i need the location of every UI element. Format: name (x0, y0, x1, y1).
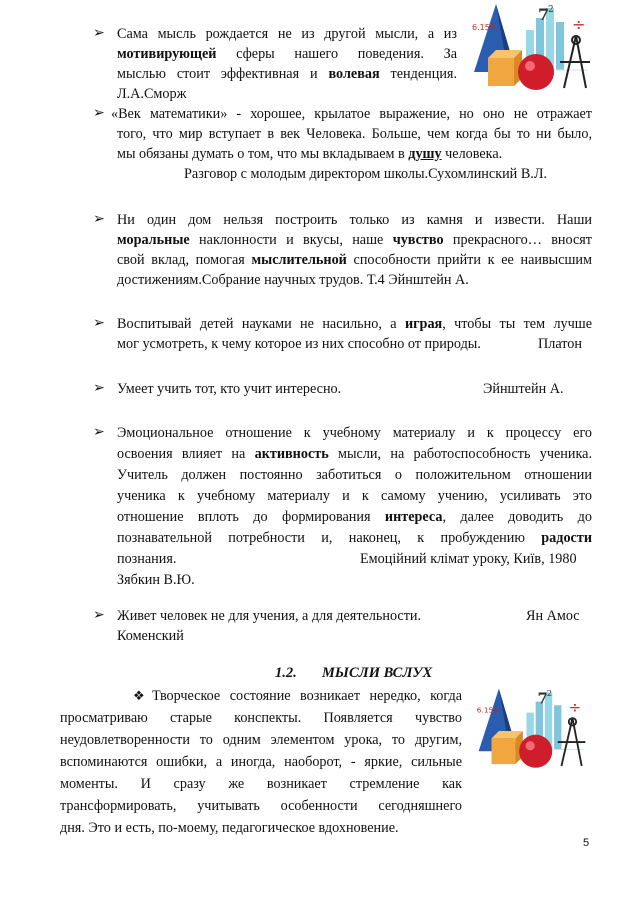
bullet-arrow-icon: ➢ (93, 381, 105, 396)
svg-text:2: 2 (548, 5, 554, 15)
quote-3-line-3: свой вклад, помогая мыслительной способности прийти к ее наивысшим (117, 252, 592, 268)
quote-3-line-4: достижениям.Собрание научных трудов. Т.4 Эйнштейн А. (117, 272, 469, 288)
quote-5-line-1: Умеет учить тот, кто учит интересно. (117, 381, 342, 397)
math-illustration-bottom (473, 685, 591, 777)
section-line-1: Творческое состояние возникает нередко, когда (152, 688, 462, 704)
section-title: МЫСЛИ ВСЛУХ (322, 665, 433, 681)
svg-text:÷: ÷ (572, 15, 586, 34)
page-number: 5 (583, 837, 590, 849)
quote-1-line-2: мотивирующей сферы нашего поведения. За (117, 46, 457, 62)
quote-5-author: Эйнштейн А. (483, 381, 564, 397)
quote-7-line-1: Живет человек не для учения, а для деятельности. (117, 608, 422, 624)
section-line-2: просматриваю старые конспекты. Появляется чувство (60, 710, 462, 726)
quote-6-line-3: Учитель должен постоянно заботиться о положительном отношении (117, 467, 592, 483)
quote-6-line-5: отношение вплоть до формирования интереса, далее доводить до (117, 509, 592, 525)
quote-6-line-7: познания. (117, 551, 177, 567)
svg-text:÷: ÷ (568, 699, 582, 717)
math-illustration-top (468, 0, 596, 100)
quote-2-line-2: того, что мир вступает в век Человека. Больше, чем когда бы то ни было, (117, 126, 592, 142)
svg-text:7: 7 (537, 690, 548, 708)
section-heading (275, 663, 432, 683)
quote-4-author: Платон (538, 336, 582, 352)
svg-text:7: 7 (538, 5, 550, 24)
image-badge-text: 6.15% (472, 23, 498, 32)
quote-6-source: Емоційний клімат уроку, Київ, 1980 (360, 551, 577, 567)
quote-6-line-2: освоения влияет на активность мысли, на работоспособность ученика. (117, 446, 592, 462)
quote-1-line-4: Л.А.Сморж (117, 86, 187, 102)
image-badge-text: 6.15% (476, 705, 501, 715)
bullet-arrow-icon: ➢ (93, 26, 105, 41)
quote-6-line-4: ученика к учебному материалу и к самому учению, усиливать это (117, 488, 592, 504)
quote-4-line-1: Воспитывай детей науками не насильно, а играя, чтобы ты тем лучше (117, 316, 592, 332)
quote-6-line-1: Эмоциональное отношение к учебному материалу и к процессу его (117, 425, 592, 441)
section-line-6: трансформировать, учитывать особенности сегодняшнего (60, 798, 462, 814)
quote-2-line-1: «Век математики» - хорошее, крылатое выражение, но оно не отражает (111, 106, 592, 122)
quote-6-author: Зябкин В.Ю. (117, 572, 195, 588)
geometry-shapes-icon (468, 0, 596, 100)
quote-7-author-part-1: Ян Амос (526, 608, 580, 624)
bullet-arrow-icon: ➢ (93, 106, 105, 121)
quote-6-line-6: познавательной потребности и, наконец, к пробуждению радости (117, 530, 592, 546)
geometry-shapes-icon (473, 685, 591, 777)
bullet-arrow-icon: ➢ (93, 608, 105, 623)
quote-1-line-1: Сама мысль рождается не из другой мысли, а из (117, 26, 457, 42)
bullet-arrow-icon: ➢ (93, 425, 105, 440)
diamond-bullet-icon: ❖ (133, 688, 145, 703)
quote-1-line-3: мыслью стоит эффективная и волевая тенденция. (117, 66, 457, 82)
bullet-arrow-icon: ➢ (93, 316, 105, 331)
section-number: 1.2. (275, 665, 297, 681)
quote-3-line-1: Ни один дом нельзя построить только из камня и извести. Наши (117, 212, 592, 228)
quote-4-line-2: мог усмотреть, к чему которое из них способно от природы. (117, 336, 481, 352)
section-line-7: дня. Это и есть, по-моему, педагогическое вдохновение. (60, 820, 399, 836)
section-line-3: неудовлетворенности то одним элементом урока, то другим, (60, 732, 462, 748)
section-line-4: вспоминаются ошибки, а иногда, наоборот, - яркие, сильные (60, 754, 462, 770)
quote-3-line-2: моральные наклонности и вкусы, наше чувство прекрасного… вносят (117, 232, 592, 248)
bullet-arrow-icon: ➢ (93, 212, 105, 227)
section-line-5: моменты. И сразу же возникает стремление как (60, 776, 462, 792)
svg-text:2: 2 (546, 688, 552, 699)
quote-2-line-4: Разговор с молодым директором школы.Сухомлинский В.Л. (184, 166, 547, 182)
quote-2-line-3: мы обязаны думать о том, что мы вкладываем в душу человека. (117, 146, 503, 162)
quote-7-author-part-2: Коменский (117, 628, 184, 644)
